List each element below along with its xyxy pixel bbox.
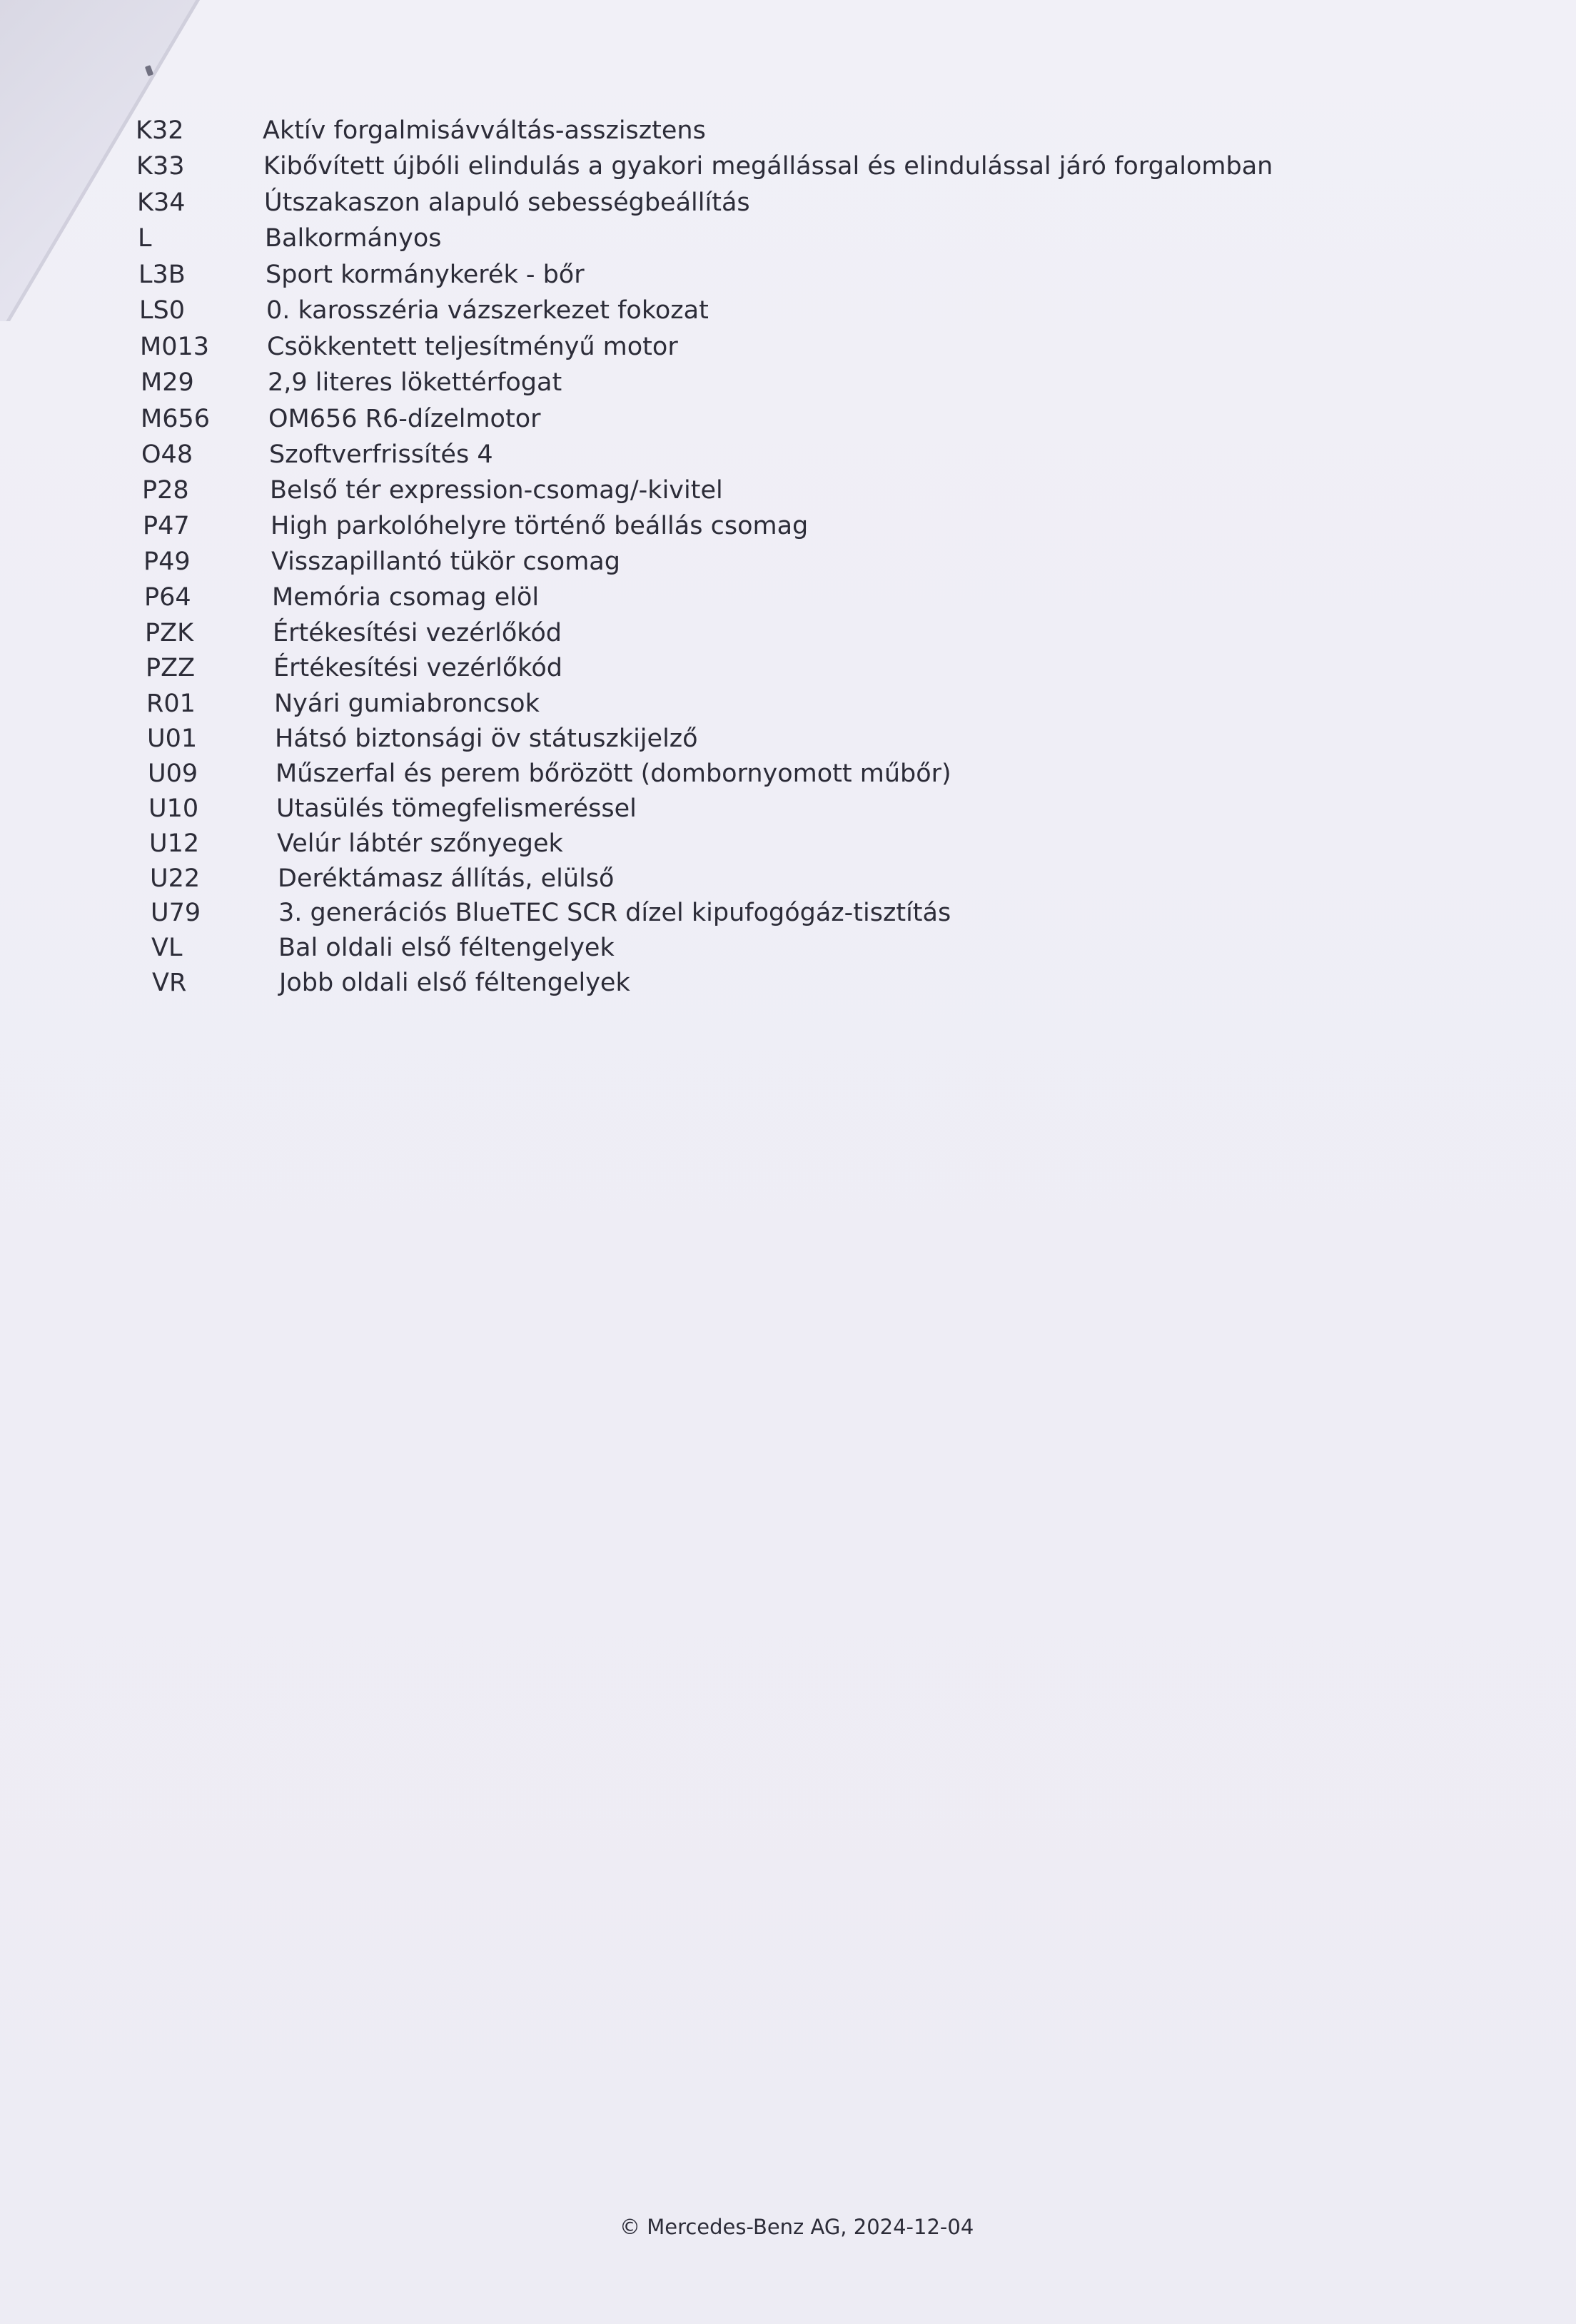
option-code: M013 [140, 333, 210, 361]
option-description: Hátsó biztonsági öv státuszkijelző [275, 724, 698, 753]
option-description: 0. karosszéria vázszerkezet fokozat [266, 296, 709, 325]
option-code: O48 [141, 440, 193, 469]
option-code: U09 [148, 759, 198, 788]
option-code: L3B [138, 261, 186, 289]
option-description: Deréktámasz állítás, elülső [278, 864, 615, 893]
option-description: Értékesítési vezérlőkód [273, 654, 562, 682]
option-code: LS0 [139, 296, 185, 325]
option-description: Műszerfal és perem bőrözött (dombornyomott műbőr) [276, 759, 951, 788]
option-description: Belső tér expression-csomag/-kivitel [270, 476, 723, 505]
option-description: OM656 R6-dízelmotor [268, 405, 541, 433]
option-description: Útszakaszon alapuló sebességbeállítás [264, 188, 750, 217]
option-description: Nyári gumiabroncsok [274, 689, 540, 718]
option-row [0, 508, 1576, 544]
option-row [0, 185, 1576, 221]
option-row [0, 293, 1576, 328]
option-code: U10 [148, 794, 199, 823]
option-row [0, 826, 1576, 862]
option-row [0, 580, 1576, 615]
option-code: U12 [149, 829, 200, 858]
option-row [0, 756, 1576, 792]
option-code: K34 [137, 188, 186, 217]
option-row [0, 365, 1576, 400]
copyright-footer: © Mercedes-Benz AG, 2024-12-04 [620, 2215, 974, 2239]
option-code: M656 [141, 405, 211, 433]
option-row [0, 721, 1576, 757]
option-code: U79 [151, 899, 201, 927]
option-row [0, 895, 1576, 931]
option-row [0, 861, 1576, 896]
option-code: L [138, 224, 152, 253]
option-description: Aktív forgalmisávváltás-asszisztens [263, 116, 706, 145]
option-row [0, 329, 1576, 365]
option-code: P64 [144, 583, 191, 612]
option-row [0, 148, 1576, 184]
option-description: Jobb oldali első féltengelyek [279, 969, 630, 997]
option-description: Csökkentett teljesítményű motor [267, 333, 678, 361]
option-code: R01 [146, 689, 196, 718]
option-row [0, 650, 1576, 686]
option-description: High parkolóhelyre történő beállás csomag [271, 512, 809, 540]
option-description: Balkormányos [265, 224, 442, 253]
option-code: VR [152, 969, 187, 997]
option-description: Bal oldali első féltengelyek [278, 934, 615, 962]
option-code: K32 [136, 116, 184, 145]
option-code: P49 [143, 547, 191, 576]
option-row [0, 221, 1576, 256]
option-description: Sport kormánykerék - bőr [266, 261, 585, 289]
option-code: U01 [147, 724, 198, 753]
option-description: Velúr lábtér szőnyegek [277, 829, 563, 858]
option-code: P28 [142, 476, 189, 505]
option-code: VL [151, 934, 183, 962]
option-row [0, 544, 1576, 580]
option-row [0, 257, 1576, 293]
option-row [0, 473, 1576, 508]
option-code: P47 [143, 512, 190, 540]
option-row [0, 401, 1576, 437]
option-description: Szoftverfrissítés 4 [269, 440, 493, 469]
option-row [0, 615, 1576, 651]
option-code: U22 [150, 864, 201, 893]
option-row [0, 965, 1576, 1001]
option-description: Kibővített újbóli elindulás a gyakori megállással és elindulással járó forgalomban [263, 152, 1273, 181]
option-description: Értékesítési vezérlőkód [273, 619, 562, 647]
option-row [0, 686, 1576, 722]
option-code: PZK [145, 619, 194, 647]
option-row [0, 437, 1576, 473]
option-description: 2,9 literes lökettérfogat [268, 368, 562, 397]
option-row [0, 791, 1576, 827]
option-description: Visszapillantó tükör csomag [271, 547, 620, 576]
option-description: 3. generációs BlueTEC SCR dízel kipufogógáz-tisztítás [278, 899, 951, 927]
option-row [0, 113, 1576, 148]
option-code: PZZ [146, 654, 196, 682]
option-code: M29 [141, 368, 194, 397]
option-row [0, 930, 1576, 966]
option-description: Memória csomag elöl [272, 583, 540, 612]
option-description: Utasülés tömegfelismeréssel [276, 794, 637, 823]
option-code: K33 [136, 152, 185, 181]
